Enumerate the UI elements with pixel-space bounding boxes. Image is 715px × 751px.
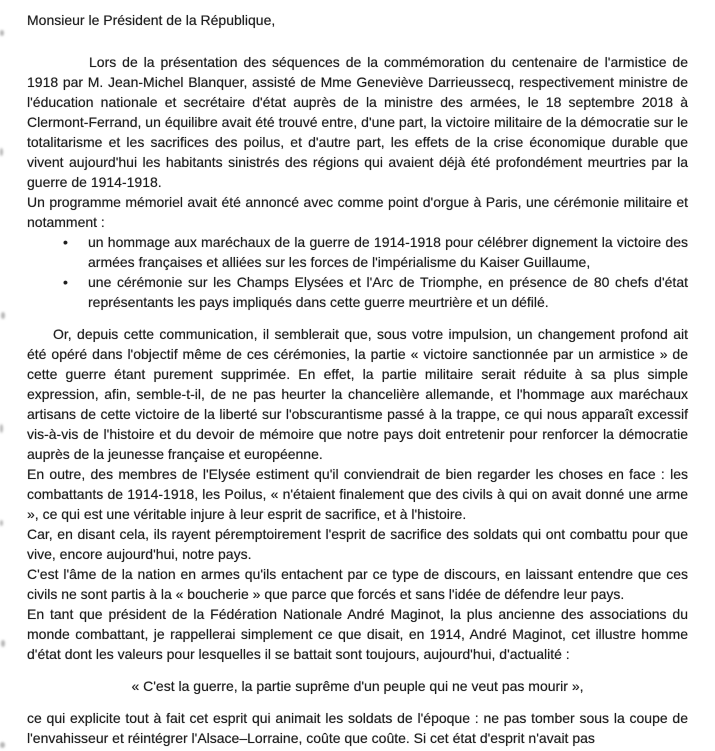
paragraph-car: Car, en disant cela, ils rayent péremptoirement l'esprit de sacrifice des soldats qui ont combattu pour que vive, encore aujourd'hui, notre pays. bbox=[27, 526, 688, 562]
bullet-icon: • bbox=[63, 274, 68, 290]
scan-smudge bbox=[0, 424, 3, 433]
paragraph-en-outre: En outre, des membres de l'Elysée estiment qu'il conviendrait de bien regarder les choses en face : les combattants de 1914-1918, les Poilus, « n'étaient finalement que des civils à qui on avait donné une arme », ce qui est une véritable injure à leur esprit de sacrifice, et à l'histoire. bbox=[27, 466, 688, 522]
scan-smudge bbox=[0, 520, 3, 526]
salutation: Monsieur le Président de la République, bbox=[27, 12, 276, 28]
paragraph-conclusion: ce qui explicite tout à fait cet esprit qui animait les soldats de l'époque : ne pas tomber sous la coupe de l'envahisseur et réintégrer l'Alsace–Lorraine, coûte que coûte. Si cet état d'esprit n'avait pas bbox=[27, 710, 688, 746]
list-item bbox=[27, 272, 688, 312]
paragraph-programme: Un programme mémoriel avait été annoncé avec comme point d'orgue à Paris, une cérémonie militaire et notamment : bbox=[27, 194, 688, 230]
paragraph-changement: Or, depuis cette communication, il semblerait que, sous votre impulsion, un changement profond ait été opéré dans l'objectif même de ces cérémonies, la partie « victoire sanctionnée par un armistice » de cette guerre étant purement supprimée. En effet, la partie militaire serait réduite à sa plus simple expression, afin, semble-t-il, de ne pas heurter la chancelière allemande, et l'hommage aux maréchaux artisans de cette victoire de la liberté sur l'obscurantisme passé à la trappe, ce qui nous apparaît excessif vis-à-vis de l'histoire et du devoir de mémoire que notre pays doit entretenir pour renforcer la démocratie auprès de la jeunesse française et européenne. bbox=[27, 326, 688, 462]
paragraph-commemoration: Lors de la présentation des séquences de la commémoration du centenaire de l'armistice de 1918 par M. Jean-Michel Blanquer, assisté de Mme Geneviève Darrieussecq, respectivement ministre de l'éducation nationale et secrétaire d'état auprès de la ministre des armées, le 18 septembre 2018 à Clermont-Ferrand, un équilibre avait été trouvé entre, d'une part, la victoire militaire de la démocratie sur le totalitarisme et les sacrifices des poilus, et d'autre part, les effets de la crise économique durable que vivent aujourd'hui les habitants sinistrés des régions qui avaient déjà été profondément meurtries par la guerre de 1914-1918. bbox=[27, 54, 688, 190]
paragraph-maginot: En tant que président de la Fédération Nationale André Maginot, la plus ancienne des associations du monde combattant, je rappellerai simplement ce que disait, en 1914, André Maginot, cet illustre homme d'état dont les valeurs pour lesquelles il se battait sont toujours, aujourd'hui, d'actualité : bbox=[27, 606, 688, 662]
bullet-icon: • bbox=[63, 234, 68, 250]
scan-smudge bbox=[1, 640, 5, 647]
scan-smudge bbox=[0, 742, 5, 748]
scan-smudge bbox=[0, 30, 4, 36]
list-item bbox=[27, 232, 688, 272]
scan-smudge bbox=[0, 148, 3, 156]
bullet-list bbox=[27, 232, 688, 312]
paragraph-ame-nation: C'est l'âme de la nation en armes qu'ils entachent par ce type de discours, en laissant entendre que ces civils ne sont partis à la « boucherie » que parce que forcés et sans l'idée de défendre leur pays. bbox=[27, 566, 688, 602]
bullet-text: un hommage aux maréchaux de la guerre de 1914-1918 pour célébrer dignement la victoire des armées françaises et alliées sur les forces de l'impérialisme du Kaiser Guillaume, bbox=[88, 234, 688, 270]
maginot-quote: « C'est la guerre, la partie suprême d'un peuple qui ne veut pas mourir », bbox=[131, 678, 584, 694]
scan-smudge bbox=[1, 312, 5, 319]
bullet-text: une cérémonie sur les Champs Elysées et l'Arc de Triomphe, en présence de 80 chefs d'état représentants les pays impliqués dans cette guerre meurtrière et un défilé. bbox=[88, 274, 688, 310]
